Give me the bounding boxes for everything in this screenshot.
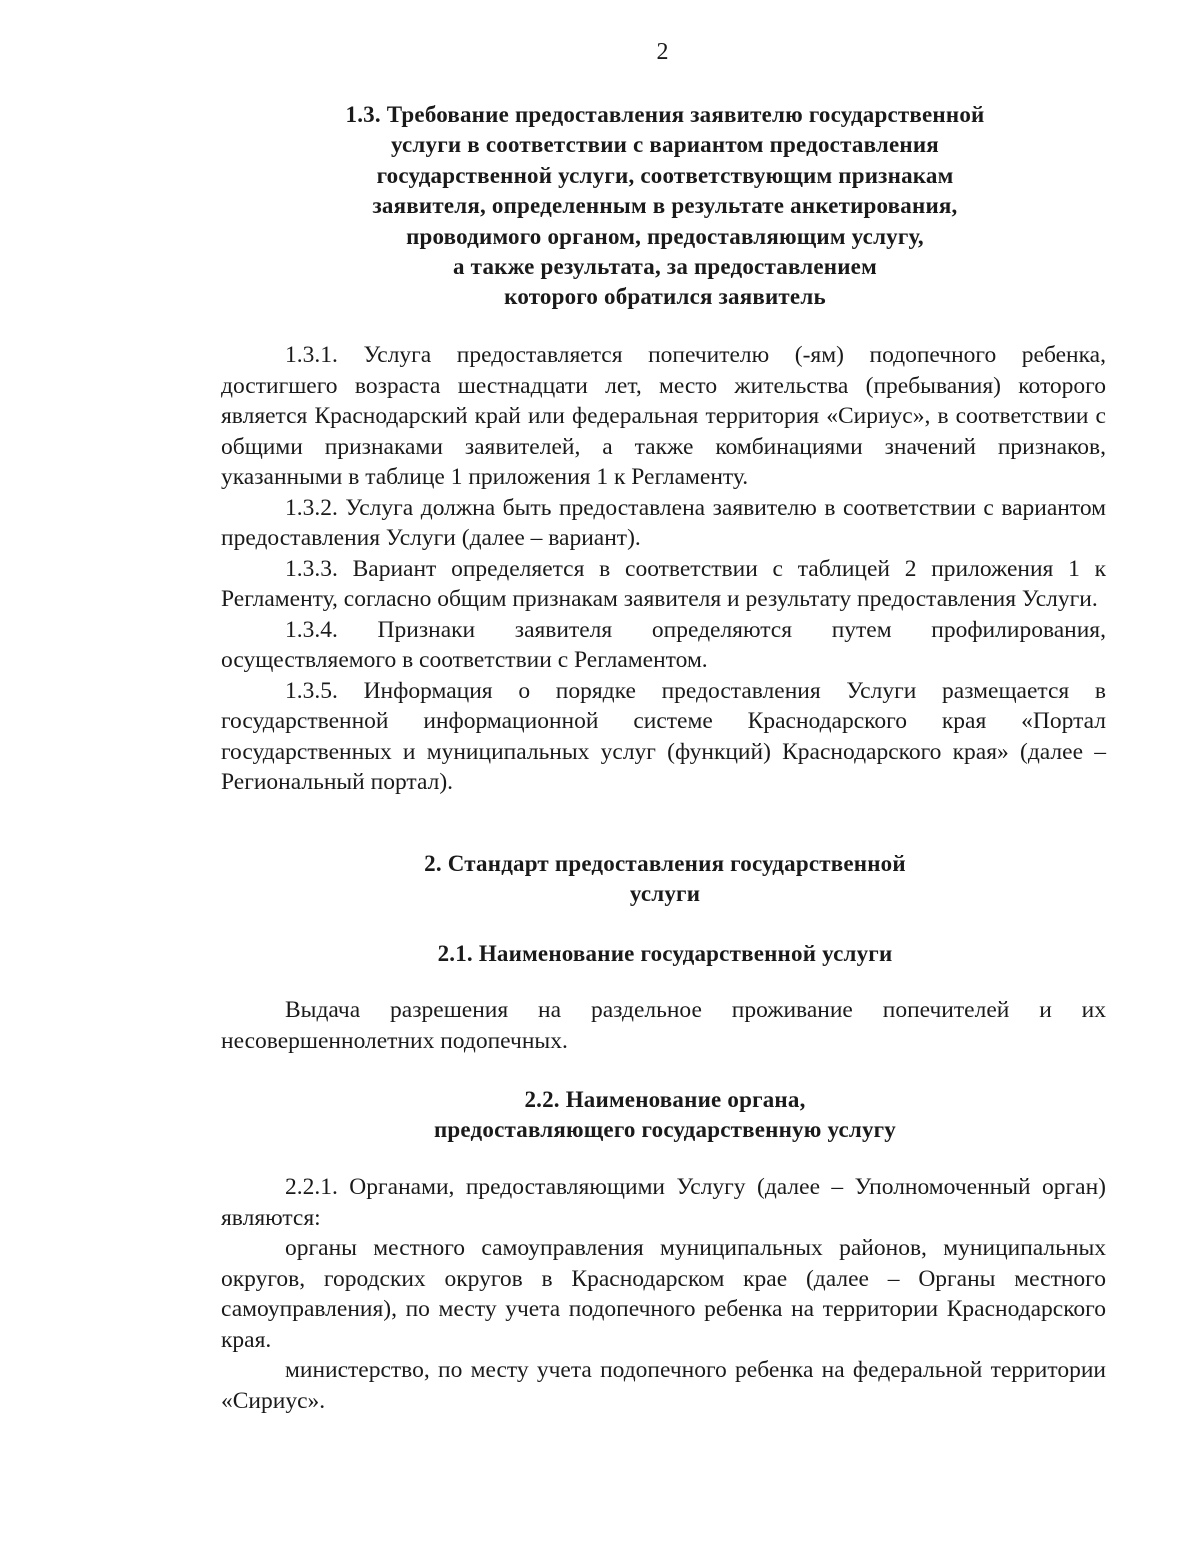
- paragraph-2-2-1-item-1: органы местного самоуправления муниципальных районов, муниципальных округов, городских округов в Краснодарском крае (далее – Органы местного самоуправления), по месту учета подопечного ребенка на территории Краснодарского края.: [221, 1235, 1106, 1353]
- paragraph-2-1: Выдача разрешения на раздельное проживание попечителей и их несовершеннолетних подопечных.: [221, 997, 1106, 1054]
- heading-line: 2.2. Наименование органа,: [524, 1087, 806, 1112]
- section-2-2-heading: [200, 1085, 1130, 1146]
- paragraph-1-3-4: 1.3.4. Признаки заявителя определяются путем профилирования, осуществляемого в соответствии с Регламентом.: [221, 616, 1106, 673]
- heading-line: заявителя, определенным в результате анкетирования,: [372, 193, 958, 219]
- heading-line: государственной услуги, соответствующим признакам: [376, 162, 954, 188]
- heading-line: которого обратился заявитель: [504, 284, 826, 310]
- heading-line: 2.1. Наименование государственной услуги: [437, 941, 893, 966]
- heading-line: предоставляющего государственную услугу: [433, 1117, 897, 1143]
- section-1-3-body: [221, 340, 1106, 798]
- heading-line: проводимого органом, предоставляющим услугу,: [406, 223, 924, 249]
- heading-line: 2. Стандарт предоставления государственной: [424, 851, 906, 876]
- paragraph-1-3-2: 1.3.2. Услуга должна быть предоставлена заявителю в соответствии с вариантом предоставления Услуги (далее – вариант).: [221, 494, 1106, 551]
- section-2-heading: [200, 849, 1130, 910]
- heading-line: 1.3. Требование предоставления заявителю государственной: [345, 102, 985, 127]
- paragraph-1-3-5: 1.3.5. Информация о порядке предоставления Услуги размещается в государственной информационной системе Краснодарского края «Портал государственных и муниципальных услуг (функций) Краснодарского края» (далее – Региональный портал).: [221, 677, 1106, 795]
- paragraph-1-3-1: 1.3.1. Услуга предоставляется попечителю (-ям) подопечного ребенка, достигшего возраста шестнадцати лет, место жительства (пребывания) которого является Краснодарский край или федеральная территория «Сириус», в соответствии с общими признаками заявителей, а также комбинациями значений признаков, указанными в таблице 1 приложения 1 к Регламенту.: [221, 342, 1106, 490]
- paragraph-2-2-1: 2.2.1. Органами, предоставляющими Услугу (далее – Уполномоченный орган) являются:: [221, 1174, 1106, 1231]
- heading-line: а также результата, за предоставлением: [453, 254, 877, 280]
- heading-line: услуги: [629, 881, 701, 907]
- section-1-3-heading: [200, 100, 1130, 313]
- page-number: 2: [656, 39, 669, 65]
- paragraph-1-3-3: 1.3.3. Вариант определяется в соответствии с таблицей 2 приложения 1 к Регламенту, согласно общим признакам заявителя и результату предоставления Услуги.: [221, 555, 1106, 612]
- section-2-2-body: [221, 1172, 1106, 1416]
- section-2-1-heading: [200, 939, 1130, 969]
- section-2-1-body: [221, 995, 1106, 1056]
- paragraph-2-2-1-item-2: министерство, по месту учета подопечного ребенка на федеральной территории «Сириус».: [221, 1357, 1106, 1414]
- heading-line: услуги в соответствии с вариантом предоставления: [391, 132, 939, 158]
